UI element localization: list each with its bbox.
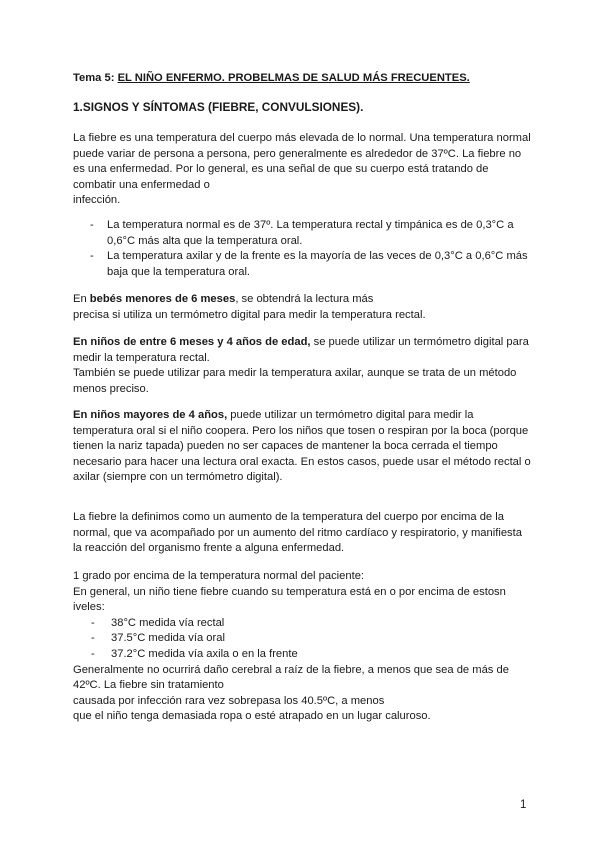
text-line: tienen la nariz tapada) pueden no ser capaces de mantener la boca cerrada el tiempo [73,440,498,453]
text-line: iveles: [73,601,105,614]
text-line: En niños de entre 6 meses y 4 años de edad, se puede utilizar un termómetro digital para [73,336,529,348]
text-line: En niños mayores de 4 años, puede utilizar un termómetro digital para medir la [73,409,474,421]
title-prefix: Tema 5: [73,72,118,84]
text-line: infección. [73,194,121,207]
text-line: normal, que va acompañado por un aumento del ritmo cardíaco y respiratorio, y manifiesta [73,526,522,539]
text-line: causada por infección rara vez sobrepasa los 40.5ºC, a menos [73,694,385,707]
list-item: - La temperatura normal es de 37º. La temperatura rectal y timpánica es de 0,3°C a 0,6°C más alta que la temperatura oral. [73,218,533,249]
title-underlined: EL NIÑO ENFERMO. PROBELMAS DE SALUD MÁS FRECUENTES. [117,72,470,84]
text-line: que el niño tenga demasiada ropa o esté atrapado en un lugar caluroso. [73,710,431,723]
bold-phrase: bebés menores de 6 meses [89,293,236,305]
fever-levels-paragraph [73,569,533,725]
older-children-paragraph [73,408,533,486]
text-line: La fiebre es una temperatura del cuerpo más elevada de lo normal. Una temperatura normal [73,132,531,144]
list-item: - 38°C medida vía rectal [73,616,533,632]
text-line: necesario para hacer una lectura oral exacta. En estos casos, puede usar el método rectal o [73,455,531,468]
toddlers-paragraph [73,335,533,397]
text-line: 42ºC. La fiebre sin tratamiento [73,679,224,692]
document-title [73,71,533,87]
text-line: combatir una enfermedad o [73,178,210,191]
text-line: precisa si utiliza un termómetro digital para medir la temperatura rectal. [73,308,426,321]
definition-paragraph [73,510,533,557]
intro-paragraph [73,131,533,209]
text-line: Generalmente no ocurrirá daño cerebral a raíz de la fiebre, a menos que sea de más de [73,663,509,676]
text-line: medir la temperatura rectal. [73,351,210,364]
text-line: La fiebre la definimos como un aumento de la temperatura del cuerpo por encima de la [73,511,504,523]
list-item: - La temperatura axilar y de la frente es la mayoría de las veces de 0,3°C a 0,6°C más baja que la temperatura oral. [73,249,533,280]
text-line: 1 grado por encima de la temperatura normal del paciente: [73,570,365,582]
babies-paragraph [73,292,533,323]
measurement-list [73,616,533,663]
section-heading: 1.SIGNOS Y SÍNTOMAS (FIEBRE, CONVULSIONES). [73,100,364,114]
bold-phrase: En niños de entre 6 meses y 4 años de edad, [73,336,311,348]
text-line: temperatura oral si el niño coopera. Pero los niños que tosen o respiran por la boca (porque [73,424,529,437]
text-line: También se puede utilizar para medir la temperatura axilar, aunque se trata de un método [73,367,517,380]
text-line: menos preciso. [73,382,149,395]
temperature-list [73,218,533,280]
list-item: - 37.2°C medida vía axila o en la frente [73,647,533,663]
page-number: 1 [520,799,527,811]
text-line: es una enfermedad. Por lo general, es una señal de que su cuerpo está tratando de [73,163,489,176]
text-line: En general, un niño tiene fiebre cuando su temperatura está en o por encima de estosn [73,585,506,598]
text-line: la reacción del organismo frente a alguna enfermedad. [73,542,345,555]
text-line: En bebés menores de 6 meses, se obtendrá la lectura más [73,293,374,305]
text-line: puede variar de persona a persona, pero generalmente es alrededor de 37ºC. La fiebre no [73,147,522,160]
bold-phrase: En niños mayores de 4 años, [73,409,228,421]
text-line: axilar (siempre con un termómetro digital). [73,471,283,484]
list-item: - 37.5°C medida vía oral [73,631,533,647]
